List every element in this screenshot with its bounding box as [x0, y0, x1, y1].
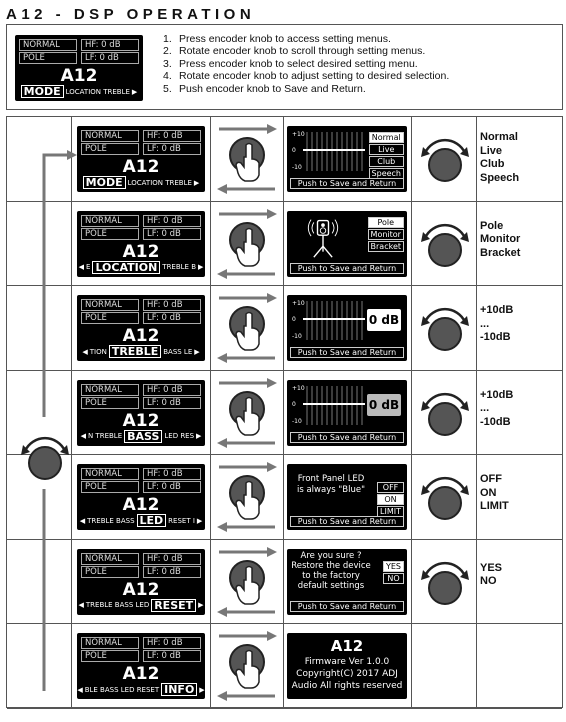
lcd-model: A12: [122, 157, 160, 177]
eq-mid-label: 0: [292, 316, 296, 323]
lcd-lf-cell: LF: 0 dB: [81, 52, 139, 64]
menu-selected: LED: [137, 514, 167, 527]
eq-scale: [291, 383, 365, 427]
menu-left: BLE BASS LED RESET: [84, 685, 160, 694]
left-arrow-icon: ◀: [80, 432, 86, 440]
lcd-location-cell: POLE: [81, 481, 139, 493]
option-label: ...: [480, 402, 490, 414]
option-label: Pole: [480, 219, 504, 232]
right-arrow-icon: ▶: [194, 347, 200, 356]
table-row: [7, 455, 562, 540]
lcd-display: [77, 464, 205, 530]
lcd-mode-cell: NORMAL: [81, 130, 139, 142]
lcd-hf-cell: HF: 0 dB: [143, 215, 201, 227]
right-arrow-icon: ▶: [196, 432, 202, 440]
right-arrow-icon: ▶: [193, 178, 200, 187]
menu-selected: INFO: [161, 683, 197, 696]
step-item: 2. Rotate encoder knob to scroll through setting menus.: [163, 45, 426, 58]
lcd-location-cell: POLE: [81, 650, 139, 662]
lcd-model: A12: [60, 66, 98, 86]
lcd-location-cell: POLE: [81, 312, 139, 324]
menu-right: TREBLE B: [162, 263, 197, 271]
screen-options: [368, 217, 404, 253]
eq-bottom-label: -10: [292, 333, 302, 340]
instructions-panel: [6, 24, 563, 110]
option-label: +10dB: [480, 388, 514, 401]
table-row: [7, 202, 562, 287]
lcd-lf-cell: LF: 0 dB: [143, 228, 201, 240]
save-return-hint: Push to Save and Return: [290, 263, 404, 274]
lcd-menu-bar: [78, 598, 204, 612]
option-label: YES: [480, 561, 503, 574]
lcd-mode-cell: NORMAL: [81, 637, 139, 649]
option-label: Monitor: [480, 233, 521, 245]
lcd-hf-cell: HF: 0 dB: [143, 384, 201, 396]
lcd-display: [77, 549, 205, 615]
option-label: NO: [480, 575, 497, 587]
setting-screen: [287, 126, 407, 192]
lcd-menu-bar: [77, 683, 205, 696]
menu-rest: LOCATION TREBLE: [65, 87, 130, 96]
option-label: Normal: [480, 131, 518, 143]
lcd-location-cell: POLE: [19, 52, 77, 64]
screen-option: Speech: [369, 168, 404, 179]
left-arrow-icon: ◀: [82, 347, 88, 356]
lcd-hf-cell: HF: 0 dB: [143, 468, 201, 480]
save-return-hint: Push to Save and Return: [290, 347, 404, 358]
menu-left: TION: [89, 347, 107, 356]
right-arrow-icon: ▶: [199, 685, 205, 694]
table-row: [7, 624, 562, 709]
lcd-lf-cell: LF: 0 dB: [143, 481, 201, 493]
eq-bottom-label: -10: [292, 417, 302, 425]
lcd-location-cell: POLE: [81, 566, 139, 578]
lcd-hf-cell: HF: 0 dB: [143, 130, 201, 142]
screen-option: OFF: [377, 482, 404, 493]
lcd-menu-bar: [81, 430, 201, 443]
rotate-knob-icon: [415, 465, 475, 529]
eq-top-label: +10: [292, 131, 305, 138]
lcd-location-cell: POLE: [81, 143, 139, 155]
info-line3: Audio All rights reserved: [291, 681, 403, 691]
option-label: Bracket: [480, 246, 521, 259]
lcd-display: [77, 211, 205, 277]
setting-options: [480, 304, 513, 345]
lcd-hf-cell: HF: 0 dB: [81, 39, 139, 51]
lcd-lf-cell: LF: 0 dB: [143, 566, 201, 578]
step-item: 3. Press encoder knob to select desired setting menu.: [163, 57, 418, 70]
screen-message: [291, 551, 371, 591]
lcd-lf-cell: LF: 0 dB: [143, 312, 201, 324]
right-arrow-icon: ▶: [198, 601, 204, 609]
lcd-display: [77, 295, 205, 361]
message-line: default settings: [297, 580, 365, 591]
screen-options: [383, 561, 404, 585]
eq-scale: [291, 298, 365, 342]
menu-selected: MODE: [21, 85, 64, 98]
rotate-knob-icon: [415, 212, 475, 276]
press-knob-icon: [213, 461, 281, 533]
info-line2: Copyright(C) 2017 ADJ: [296, 669, 398, 679]
screen-message: [291, 474, 371, 496]
screen-options: [377, 482, 404, 518]
lcd-display: [77, 126, 205, 192]
setting-screen: [287, 549, 407, 615]
value-box: 0 dB: [367, 309, 401, 331]
value-box: 0 dB: [367, 394, 401, 416]
left-arrow-icon: ◀: [78, 601, 84, 609]
menu-selected: RESET: [151, 599, 196, 612]
screen-option: Live: [369, 144, 404, 155]
lcd-model: A12: [122, 495, 160, 515]
menu-flow-line: [7, 117, 71, 709]
setting-options: [480, 389, 513, 430]
table-row: [7, 286, 562, 371]
option-label: -10dB: [480, 415, 511, 428]
screen-option: YES: [383, 561, 404, 572]
message-line: to the factory: [302, 570, 360, 581]
setting-options: [480, 131, 519, 185]
operation-table: [6, 116, 563, 708]
menu-selected: BASS: [124, 430, 162, 443]
eq-bottom-label: -10: [292, 164, 302, 171]
rotate-knob-icon: [415, 127, 475, 191]
option-label: LIMIT: [480, 500, 509, 512]
lcd-mode-cell: NORMAL: [19, 39, 77, 51]
setting-screen: [287, 464, 407, 530]
lcd-mode-cell: NORMAL: [81, 299, 139, 311]
screen-option: NO: [383, 573, 404, 584]
lcd-model: A12: [122, 241, 160, 262]
lcd-mode-cell: NORMAL: [81, 553, 139, 565]
rotate-knob-icon: [415, 381, 475, 445]
setting-screen: [287, 380, 407, 446]
table-row: [7, 371, 562, 456]
step-item: 4. Rotate encoder knob to adjust setting to desired selection.: [163, 70, 450, 83]
press-knob-icon: [213, 292, 281, 364]
save-return-hint: Push to Save and Return: [290, 516, 404, 527]
info-line1: Firmware Ver 1.0.0: [304, 657, 390, 667]
press-knob-icon: [213, 123, 281, 195]
option-label: Club: [480, 158, 505, 170]
lcd-menu-bar: [19, 85, 139, 98]
step-item: 1. Press encoder knob to access setting menus.: [163, 33, 391, 45]
speaker-pole-icon: [303, 215, 343, 259]
menu-selected: MODE: [83, 176, 126, 189]
lcd-menu-bar: [78, 260, 204, 274]
rotate-knob-icon: [415, 296, 475, 360]
screen-option: Monitor: [368, 229, 404, 240]
setting-screen: [287, 633, 407, 699]
right-arrow-icon: ▶: [131, 87, 138, 96]
option-label: Live: [480, 144, 503, 157]
lcd-model: A12: [122, 579, 160, 600]
save-return-hint: Push to Save and Return: [290, 432, 404, 443]
steps-list: [163, 33, 449, 95]
lcd-menu-bar: [81, 514, 201, 527]
option-label: OFF: [480, 473, 502, 485]
lcd-mode-cell: NORMAL: [81, 215, 139, 227]
press-knob-icon: [213, 377, 281, 449]
lcd-location-cell: POLE: [81, 228, 139, 240]
menu-left: E: [86, 263, 91, 271]
option-label: Speech: [480, 171, 520, 184]
lcd-lf-cell: LF: 0 dB: [143, 143, 201, 155]
lcd-display: [15, 35, 143, 101]
left-arrow-icon: ◀: [77, 685, 83, 694]
menu-right: LOCATION TREBLE: [127, 178, 192, 187]
option-label: ...: [480, 317, 490, 330]
lcd-menu-bar: [81, 176, 201, 189]
press-knob-icon: [213, 546, 281, 618]
option-label: ON: [480, 486, 497, 499]
eq-scale: [291, 129, 365, 173]
message-line: Are you sure ?: [300, 550, 362, 561]
screen-option: Club: [369, 156, 404, 167]
setting-screen: [287, 211, 407, 277]
rotate-knob-icon: [15, 425, 75, 489]
press-knob-icon: [213, 630, 281, 702]
press-knob-icon: [213, 208, 281, 280]
screen-option: Bracket: [368, 241, 404, 252]
screen-option: ON: [377, 494, 404, 505]
lcd-hf-cell: HF: 0 dB: [143, 299, 201, 311]
eq-top-label: +10: [292, 384, 305, 392]
menu-left: TREBLE BASS LED: [85, 601, 150, 609]
option-label: -10dB: [480, 331, 511, 343]
eq-top-label: +10: [292, 300, 305, 307]
menu-left: TREBLE BASS: [87, 516, 135, 525]
option-label: +10dB: [480, 304, 514, 316]
page-title: A12 - DSP OPERATION: [6, 6, 256, 23]
setting-screen: [287, 295, 407, 361]
eq-mid-label: 0: [292, 147, 296, 154]
left-arrow-icon: ◀: [78, 263, 84, 271]
right-arrow-icon: ▶: [198, 263, 204, 271]
message-line: Front Panel LED: [297, 474, 365, 484]
screen-option: Pole: [368, 217, 404, 228]
left-arrow-icon: ◀: [79, 516, 86, 525]
table-row: [7, 540, 562, 625]
table-row: [7, 117, 562, 202]
lcd-lf-cell: LF: 0 dB: [143, 397, 201, 409]
rotate-knob-icon: [415, 550, 475, 614]
lcd-mode-cell: NORMAL: [81, 468, 139, 480]
lcd-display: [77, 380, 205, 446]
lcd-model: A12: [122, 664, 160, 684]
step-item: 5. Push encoder knob to Save and Return.: [163, 82, 366, 95]
menu-right: BASS LE: [163, 347, 193, 356]
lcd-model: A12: [122, 326, 160, 346]
lcd-mode-cell: NORMAL: [81, 384, 139, 396]
setting-options: [480, 473, 509, 514]
setting-options: [480, 220, 520, 261]
message-line: Restore the device: [291, 560, 371, 571]
lcd-display: [77, 633, 205, 699]
menu-left: N TREBLE: [87, 432, 123, 440]
menu-right: RESET I: [168, 516, 195, 525]
screen-option: Normal: [369, 132, 404, 143]
lcd-hf-cell: HF: 0 dB: [143, 637, 201, 649]
right-arrow-icon: ▶: [196, 516, 203, 525]
save-return-hint: Push to Save and Return: [290, 601, 404, 612]
eq-mid-label: 0: [292, 400, 296, 408]
save-return-hint: Push to Save and Return: [290, 178, 404, 189]
lcd-hf-cell: HF: 0 dB: [143, 553, 201, 565]
screen-options: [369, 132, 404, 180]
lcd-model: A12: [122, 410, 160, 431]
info-model: A12: [330, 637, 364, 655]
lcd-lf-cell: LF: 0 dB: [143, 650, 201, 662]
message-line: is always "Blue": [296, 485, 365, 495]
lcd-menu-bar: [81, 345, 201, 358]
menu-right: LED RES: [164, 432, 195, 440]
menu-selected: TREBLE: [109, 345, 161, 358]
setting-options: [480, 562, 502, 589]
menu-selected: LOCATION: [92, 261, 160, 274]
lcd-location-cell: POLE: [81, 397, 139, 409]
screen-option: LIMIT: [377, 506, 404, 517]
